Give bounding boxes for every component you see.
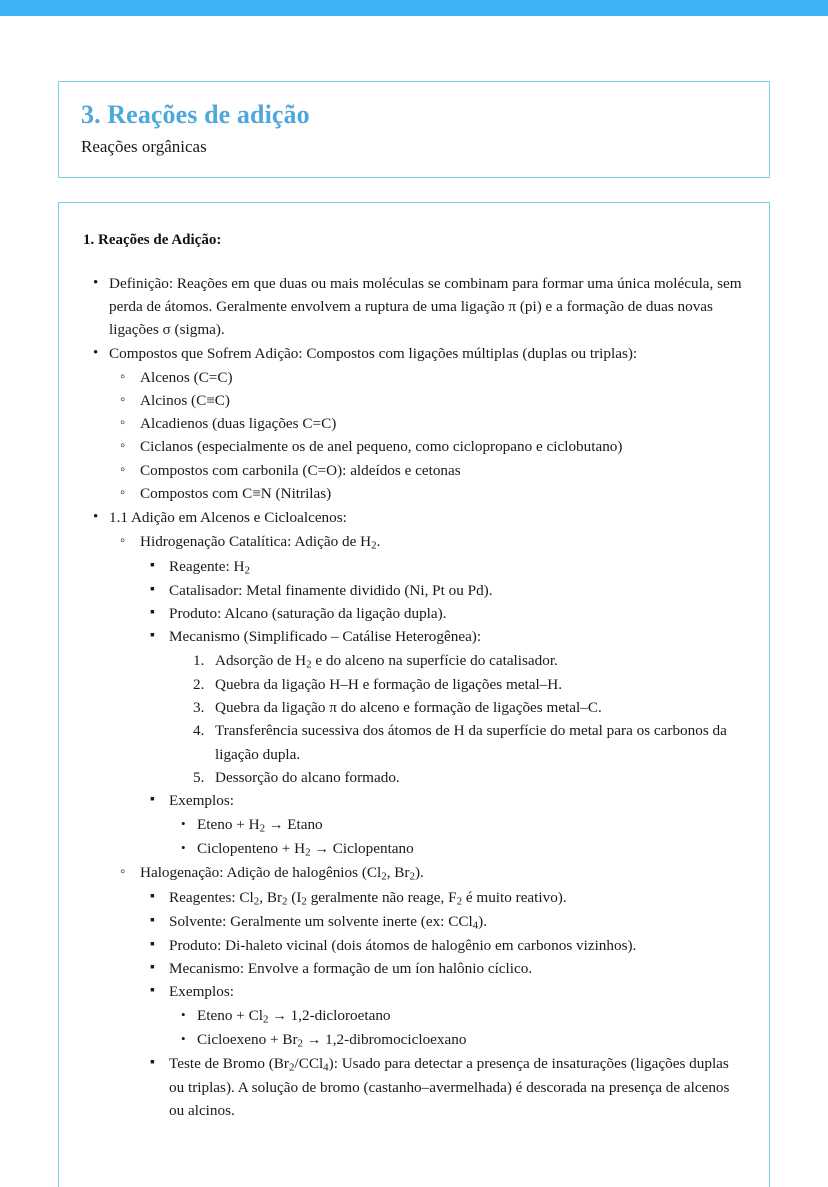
list-item-text: ▪ Catalisador: Metal finamente dividido (Ni, Pt ou Pd). xyxy=(169,579,745,602)
list-item xyxy=(83,342,745,505)
numbered-step xyxy=(169,649,745,673)
list-item xyxy=(140,980,745,1052)
document-content-card xyxy=(58,202,770,1187)
document-page xyxy=(0,81,828,1187)
document-header-card xyxy=(58,81,770,178)
list-item xyxy=(140,579,745,602)
list-item-text: ▪ Produto: Alcano (saturação da ligação dupla). xyxy=(169,602,745,625)
numbered-step-text: Quebra da ligação π do alceno e formação de ligações metal–C. xyxy=(215,699,602,717)
list-item-text: • Eteno + $Cl_2$ → 1,2-dicloroetano xyxy=(197,1004,745,1028)
list-item-text: ▪ Exemplos: xyxy=(169,789,745,812)
list-item-text: ▪ Mecanismo: Envolve a formação de um íon halônio cíclico. xyxy=(169,957,745,980)
section-heading: 1. Reações de Adição: xyxy=(83,232,222,249)
list-item-text: ▪ Solvente: Geralmente um solvente inerte (ex: CCl$_4$). xyxy=(169,910,745,934)
list-item-text: • Definição: Reações em que duas ou mais moléculas se combinam para formar uma única molécula, sem perda de átomos. Geralmente envolvem a ruptura de uma ligação π (pi) e a formação de duas novas ligações σ (sigma). xyxy=(109,272,745,341)
numbered-step-text: Quebra da ligação H–H e formação de ligações metal–H. xyxy=(215,676,563,694)
list-item xyxy=(140,957,745,980)
page-subtitle: Reações orgânicas xyxy=(81,136,207,156)
numbered-step xyxy=(169,673,745,696)
list-item xyxy=(140,789,745,861)
list-item xyxy=(83,506,745,1123)
list-item-text: ◦ Ciclanos (especialmente os de anel pequeno, como ciclopropano e ciclobutano) xyxy=(140,435,745,458)
numbered-steps-list xyxy=(169,649,745,789)
outline-sublist xyxy=(169,1004,745,1052)
outline-sublist xyxy=(140,555,745,861)
list-item-text: • Compostos que Sofrem Adição: Compostos com ligações múltiplas (duplas ou triplas): xyxy=(109,342,745,365)
list-item xyxy=(140,886,745,910)
list-item-text: ◦ Hidrogenação Catalítica: Adição de $H_2$. xyxy=(140,530,745,554)
list-item xyxy=(109,412,745,435)
list-item xyxy=(83,272,745,341)
numbered-step xyxy=(169,766,745,789)
list-item xyxy=(109,389,745,412)
list-item xyxy=(109,861,745,1123)
numbered-step xyxy=(169,719,745,765)
list-item xyxy=(140,602,745,625)
list-item xyxy=(140,625,745,789)
list-item xyxy=(140,1052,745,1122)
list-item-text: ◦ Compostos com carbonila (C=O): aldeídos e cetonas xyxy=(140,459,745,482)
list-item xyxy=(169,1028,745,1052)
list-item-text: • Eteno + $H_2 \to Etano$ xyxy=(197,813,745,837)
numbered-step-text: Transferência sucessiva dos átomos de H da superfície do metal para os carbonos da ligação dupla. xyxy=(215,722,727,763)
list-item-text: • Cicloexeno + $Br_2$ → 1,2-dibromocicloexano xyxy=(197,1028,745,1052)
list-item xyxy=(140,910,745,934)
list-item xyxy=(169,1004,745,1028)
list-item xyxy=(140,934,745,957)
list-item xyxy=(109,366,745,389)
list-item-text: ▪ Mecanismo (Simplificado – Catálise Heterogênea): xyxy=(169,625,745,648)
list-item xyxy=(109,435,745,458)
list-item xyxy=(109,482,745,505)
list-item-text: ▪ Produto: Di-haleto vicinal (dois átomos de halogênio em carbonos vizinhos). xyxy=(169,934,745,957)
list-item xyxy=(109,459,745,482)
list-item-text: ▪ Teste de Bromo $(Br_2/CCl_4)$: Usado para detectar a presença de insaturações (ligações duplas ou triplas). A solução de bromo (castanho–avermelhada) é descorada na presença de alcenos ou alcinos. xyxy=(169,1052,745,1122)
numbered-step-text: Dessorção do alcano formado. xyxy=(215,768,400,786)
list-item-text: ◦ Alcadienos (duas ligações C=C) xyxy=(140,412,745,435)
list-item-text: ◦ Halogenação: Adição de halogênios ($Cl_2$, $Br_2$). xyxy=(140,861,745,885)
list-item xyxy=(169,837,745,861)
outline-sublist xyxy=(109,366,745,505)
top-accent-bar xyxy=(0,0,828,16)
numbered-step-text: Adsorção de $H_2$ e do alceno na superfície do catalisador. xyxy=(215,652,558,671)
list-item xyxy=(140,555,745,579)
outline-list xyxy=(83,272,745,1123)
list-item-text: ▪ Reagentes: $Cl_2$, $Br_2$ ($I_2$ geralmente não reage, $F_2$ é muito reativo). xyxy=(169,886,745,910)
list-item-text: ▪ Exemplos: xyxy=(169,980,745,1003)
outline-sublist xyxy=(169,813,745,861)
outline-sublist xyxy=(140,886,745,1123)
list-item xyxy=(169,813,745,837)
list-item-text: • Ciclopenteno + $H_2$ → Ciclopentano xyxy=(197,837,745,861)
list-item-text: ▪ Reagente: $H_2$ xyxy=(169,555,745,579)
page-title: 3. Reações de adição xyxy=(81,100,310,129)
outline-sublist xyxy=(109,530,745,1123)
list-item-text: ◦ Alcinos (C≡C) xyxy=(140,389,745,412)
list-item-text: ◦ Alcenos (C=C) xyxy=(140,366,745,389)
numbered-step xyxy=(169,696,745,719)
list-item-text: ◦ Compostos com C≡N (Nitrilas) xyxy=(140,482,745,505)
list-item xyxy=(109,530,745,861)
list-item-text: • 1.1 Adição em Alcenos e Cicloalcenos: xyxy=(109,506,745,529)
